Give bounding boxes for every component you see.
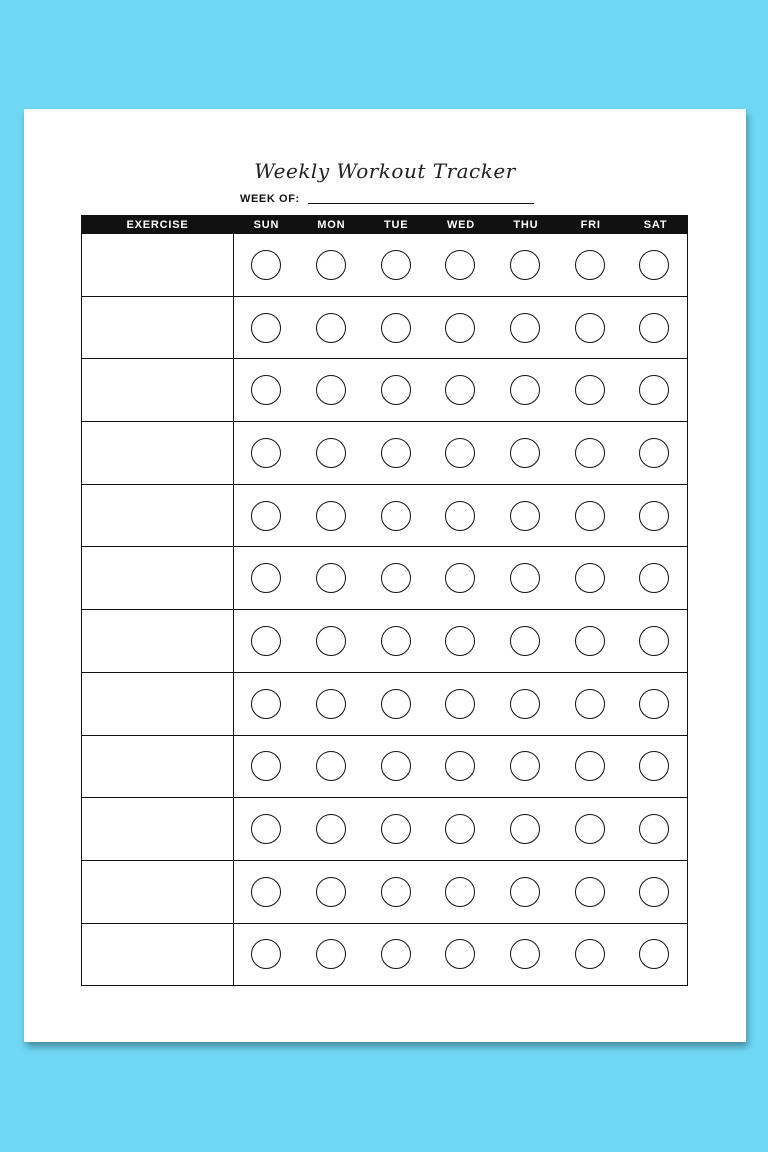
check-circle[interactable]	[251, 501, 281, 531]
check-circle[interactable]	[639, 751, 669, 781]
day-cell-fri	[557, 924, 622, 986]
day-cell-fri	[557, 485, 622, 547]
check-circle[interactable]	[510, 626, 540, 656]
check-circle[interactable]	[510, 501, 540, 531]
day-cell-mon	[299, 610, 364, 672]
day-cell-thu	[493, 673, 558, 735]
day-cell-thu	[493, 736, 558, 798]
check-circle[interactable]	[510, 313, 540, 343]
day-cell-sun	[234, 234, 299, 296]
day-cell-wed	[428, 924, 493, 986]
day-cell-wed	[428, 547, 493, 609]
exercise-cell[interactable]	[82, 798, 234, 860]
check-circle[interactable]	[445, 939, 475, 969]
check-circle[interactable]	[381, 438, 411, 468]
day-cell-wed	[428, 861, 493, 923]
check-circle[interactable]	[575, 814, 605, 844]
check-circle[interactable]	[639, 814, 669, 844]
check-circle[interactable]	[316, 501, 346, 531]
check-circle[interactable]	[639, 689, 669, 719]
check-circle[interactable]	[316, 814, 346, 844]
day-cell-mon	[299, 297, 364, 359]
day-cell-fri	[557, 422, 622, 484]
check-circle[interactable]	[251, 313, 281, 343]
day-cell-mon	[299, 422, 364, 484]
check-circle[interactable]	[381, 689, 411, 719]
check-circle[interactable]	[639, 563, 669, 593]
check-circle[interactable]	[575, 689, 605, 719]
exercise-cell[interactable]	[82, 297, 234, 359]
day-cell-thu	[493, 422, 558, 484]
check-circle[interactable]	[251, 877, 281, 907]
day-cell-sun	[234, 610, 299, 672]
check-circle[interactable]	[445, 375, 475, 405]
table-row	[82, 547, 687, 610]
day-cell-fri	[557, 673, 622, 735]
table-row	[82, 610, 687, 673]
check-circle[interactable]	[575, 250, 605, 280]
day-cell-wed	[428, 297, 493, 359]
day-cell-sun	[234, 547, 299, 609]
check-circle[interactable]	[575, 626, 605, 656]
day-cell-fri	[557, 798, 622, 860]
exercise-cell[interactable]	[82, 861, 234, 923]
exercise-cell[interactable]	[82, 736, 234, 798]
day-cell-tue	[363, 234, 428, 296]
check-circle[interactable]	[575, 877, 605, 907]
day-cell-tue	[363, 798, 428, 860]
check-circle[interactable]	[575, 375, 605, 405]
check-circle[interactable]	[445, 438, 475, 468]
day-cell-tue	[363, 359, 428, 421]
check-circle[interactable]	[251, 250, 281, 280]
header-mon: MON	[317, 218, 346, 231]
day-cell-fri	[557, 234, 622, 296]
day-cell-mon	[299, 485, 364, 547]
check-circle[interactable]	[445, 501, 475, 531]
day-cell-thu	[493, 234, 558, 296]
day-cell-thu	[493, 861, 558, 923]
check-circle[interactable]	[251, 375, 281, 405]
check-circle[interactable]	[381, 877, 411, 907]
table-row	[82, 359, 687, 422]
day-cell-sat	[622, 359, 687, 421]
day-cell-tue	[363, 547, 428, 609]
day-cell-thu	[493, 798, 558, 860]
check-circle[interactable]	[381, 814, 411, 844]
day-cell-wed	[428, 485, 493, 547]
day-cell-mon	[299, 359, 364, 421]
day-cell-thu	[493, 485, 558, 547]
day-cell-tue	[363, 736, 428, 798]
day-cell-sat	[622, 673, 687, 735]
check-circle[interactable]	[381, 751, 411, 781]
check-circle[interactable]	[251, 814, 281, 844]
header-thu: THU	[513, 218, 539, 231]
day-cell-fri	[557, 861, 622, 923]
check-circle[interactable]	[510, 877, 540, 907]
table-row	[82, 422, 687, 485]
day-cell-sun	[234, 673, 299, 735]
check-circle[interactable]	[251, 939, 281, 969]
check-circle[interactable]	[316, 563, 346, 593]
table-row	[82, 924, 687, 987]
day-cell-tue	[363, 673, 428, 735]
check-circle[interactable]	[316, 689, 346, 719]
table-header	[81, 215, 688, 234]
check-circle[interactable]	[575, 501, 605, 531]
day-cell-sun	[234, 359, 299, 421]
check-circle[interactable]	[316, 313, 346, 343]
check-circle[interactable]	[510, 814, 540, 844]
header-sat: SAT	[643, 218, 668, 231]
table-row	[82, 234, 687, 297]
check-circle[interactable]	[316, 250, 346, 280]
day-cell-sat	[622, 422, 687, 484]
check-circle[interactable]	[639, 313, 669, 343]
table-row	[82, 297, 687, 360]
day-cell-mon	[299, 547, 364, 609]
day-cell-mon	[299, 736, 364, 798]
check-circle[interactable]	[445, 751, 475, 781]
check-circle[interactable]	[575, 563, 605, 593]
day-cell-sun	[234, 736, 299, 798]
day-cell-sun	[234, 924, 299, 986]
tracker-sheet	[24, 109, 746, 1042]
day-cell-sun	[234, 297, 299, 359]
table-row	[82, 798, 687, 861]
check-circle[interactable]	[381, 313, 411, 343]
check-circle[interactable]	[381, 250, 411, 280]
day-cell-sun	[234, 861, 299, 923]
exercise-cell[interactable]	[82, 673, 234, 735]
exercise-cell[interactable]	[82, 924, 234, 986]
check-circle[interactable]	[575, 751, 605, 781]
check-circle[interactable]	[445, 563, 475, 593]
day-cell-thu	[493, 547, 558, 609]
check-circle[interactable]	[251, 689, 281, 719]
check-circle[interactable]	[575, 313, 605, 343]
week-of-input[interactable]	[308, 203, 534, 204]
day-cell-sat	[622, 485, 687, 547]
check-circle[interactable]	[251, 626, 281, 656]
exercise-cell[interactable]	[82, 234, 234, 296]
day-cell-sat	[622, 297, 687, 359]
header-fri: FRI	[580, 218, 601, 231]
week-of-label: WEEK OF:	[240, 193, 300, 205]
day-cell-sat	[622, 547, 687, 609]
check-circle[interactable]	[316, 877, 346, 907]
day-cell-wed	[428, 610, 493, 672]
check-circle[interactable]	[510, 751, 540, 781]
exercise-cell[interactable]	[82, 422, 234, 484]
day-cell-fri	[557, 610, 622, 672]
check-circle[interactable]	[639, 626, 669, 656]
page-title: Weekly Workout Tracker	[254, 159, 516, 183]
check-circle[interactable]	[510, 438, 540, 468]
day-cell-thu	[493, 610, 558, 672]
day-cell-fri	[557, 547, 622, 609]
day-cell-mon	[299, 234, 364, 296]
check-circle[interactable]	[639, 375, 669, 405]
check-circle[interactable]	[251, 751, 281, 781]
day-cell-tue	[363, 485, 428, 547]
day-cell-sat	[622, 798, 687, 860]
check-circle[interactable]	[445, 877, 475, 907]
day-cell-mon	[299, 673, 364, 735]
table-row	[82, 861, 687, 924]
day-cell-tue	[363, 610, 428, 672]
check-circle[interactable]	[510, 250, 540, 280]
day-cell-tue	[363, 297, 428, 359]
check-circle[interactable]	[510, 375, 540, 405]
day-cell-sat	[622, 234, 687, 296]
day-cell-wed	[428, 234, 493, 296]
week-of-field	[240, 193, 534, 205]
table-row	[82, 673, 687, 736]
check-circle[interactable]	[381, 375, 411, 405]
check-circle[interactable]	[316, 375, 346, 405]
day-cell-sat	[622, 736, 687, 798]
check-circle[interactable]	[316, 438, 346, 468]
check-circle[interactable]	[381, 626, 411, 656]
day-cell-sat	[622, 861, 687, 923]
day-cell-wed	[428, 673, 493, 735]
exercise-cell[interactable]	[82, 485, 234, 547]
day-cell-fri	[557, 736, 622, 798]
day-cell-thu	[493, 297, 558, 359]
check-circle[interactable]	[251, 438, 281, 468]
day-cell-wed	[428, 798, 493, 860]
day-cell-thu	[493, 924, 558, 986]
check-circle[interactable]	[445, 689, 475, 719]
day-cell-fri	[557, 297, 622, 359]
table-row	[82, 485, 687, 548]
check-circle[interactable]	[445, 313, 475, 343]
header-sun: SUN	[253, 218, 280, 231]
workout-table	[81, 215, 688, 986]
exercise-cell[interactable]	[82, 547, 234, 609]
day-cell-wed	[428, 359, 493, 421]
header-tue: TUE	[383, 218, 409, 231]
day-cell-tue	[363, 861, 428, 923]
check-circle[interactable]	[575, 939, 605, 969]
day-cell-mon	[299, 798, 364, 860]
table-body	[81, 234, 688, 986]
table-row	[82, 736, 687, 799]
day-cell-sun	[234, 485, 299, 547]
check-circle[interactable]	[316, 751, 346, 781]
day-cell-tue	[363, 924, 428, 986]
check-circle[interactable]	[510, 689, 540, 719]
day-cell-sat	[622, 610, 687, 672]
check-circle[interactable]	[639, 501, 669, 531]
day-cell-tue	[363, 422, 428, 484]
day-cell-mon	[299, 924, 364, 986]
check-circle[interactable]	[639, 250, 669, 280]
day-cell-sun	[234, 798, 299, 860]
check-circle[interactable]	[381, 563, 411, 593]
day-cell-thu	[493, 359, 558, 421]
check-circle[interactable]	[575, 438, 605, 468]
day-cell-sun	[234, 422, 299, 484]
check-circle[interactable]	[445, 250, 475, 280]
day-cell-wed	[428, 422, 493, 484]
exercise-cell[interactable]	[82, 359, 234, 421]
check-circle[interactable]	[381, 501, 411, 531]
day-cell-wed	[428, 736, 493, 798]
day-cell-mon	[299, 861, 364, 923]
check-circle[interactable]	[251, 563, 281, 593]
check-circle[interactable]	[639, 438, 669, 468]
header-exercise: EXERCISE	[126, 218, 189, 231]
header-wed: WED	[446, 218, 476, 231]
day-cell-fri	[557, 359, 622, 421]
check-circle[interactable]	[510, 939, 540, 969]
check-circle[interactable]	[316, 626, 346, 656]
check-circle[interactable]	[639, 939, 669, 969]
check-circle[interactable]	[639, 877, 669, 907]
check-circle[interactable]	[445, 626, 475, 656]
check-circle[interactable]	[316, 939, 346, 969]
check-circle[interactable]	[510, 563, 540, 593]
check-circle[interactable]	[381, 939, 411, 969]
check-circle[interactable]	[445, 814, 475, 844]
exercise-cell[interactable]	[82, 610, 234, 672]
day-cell-sat	[622, 924, 687, 986]
